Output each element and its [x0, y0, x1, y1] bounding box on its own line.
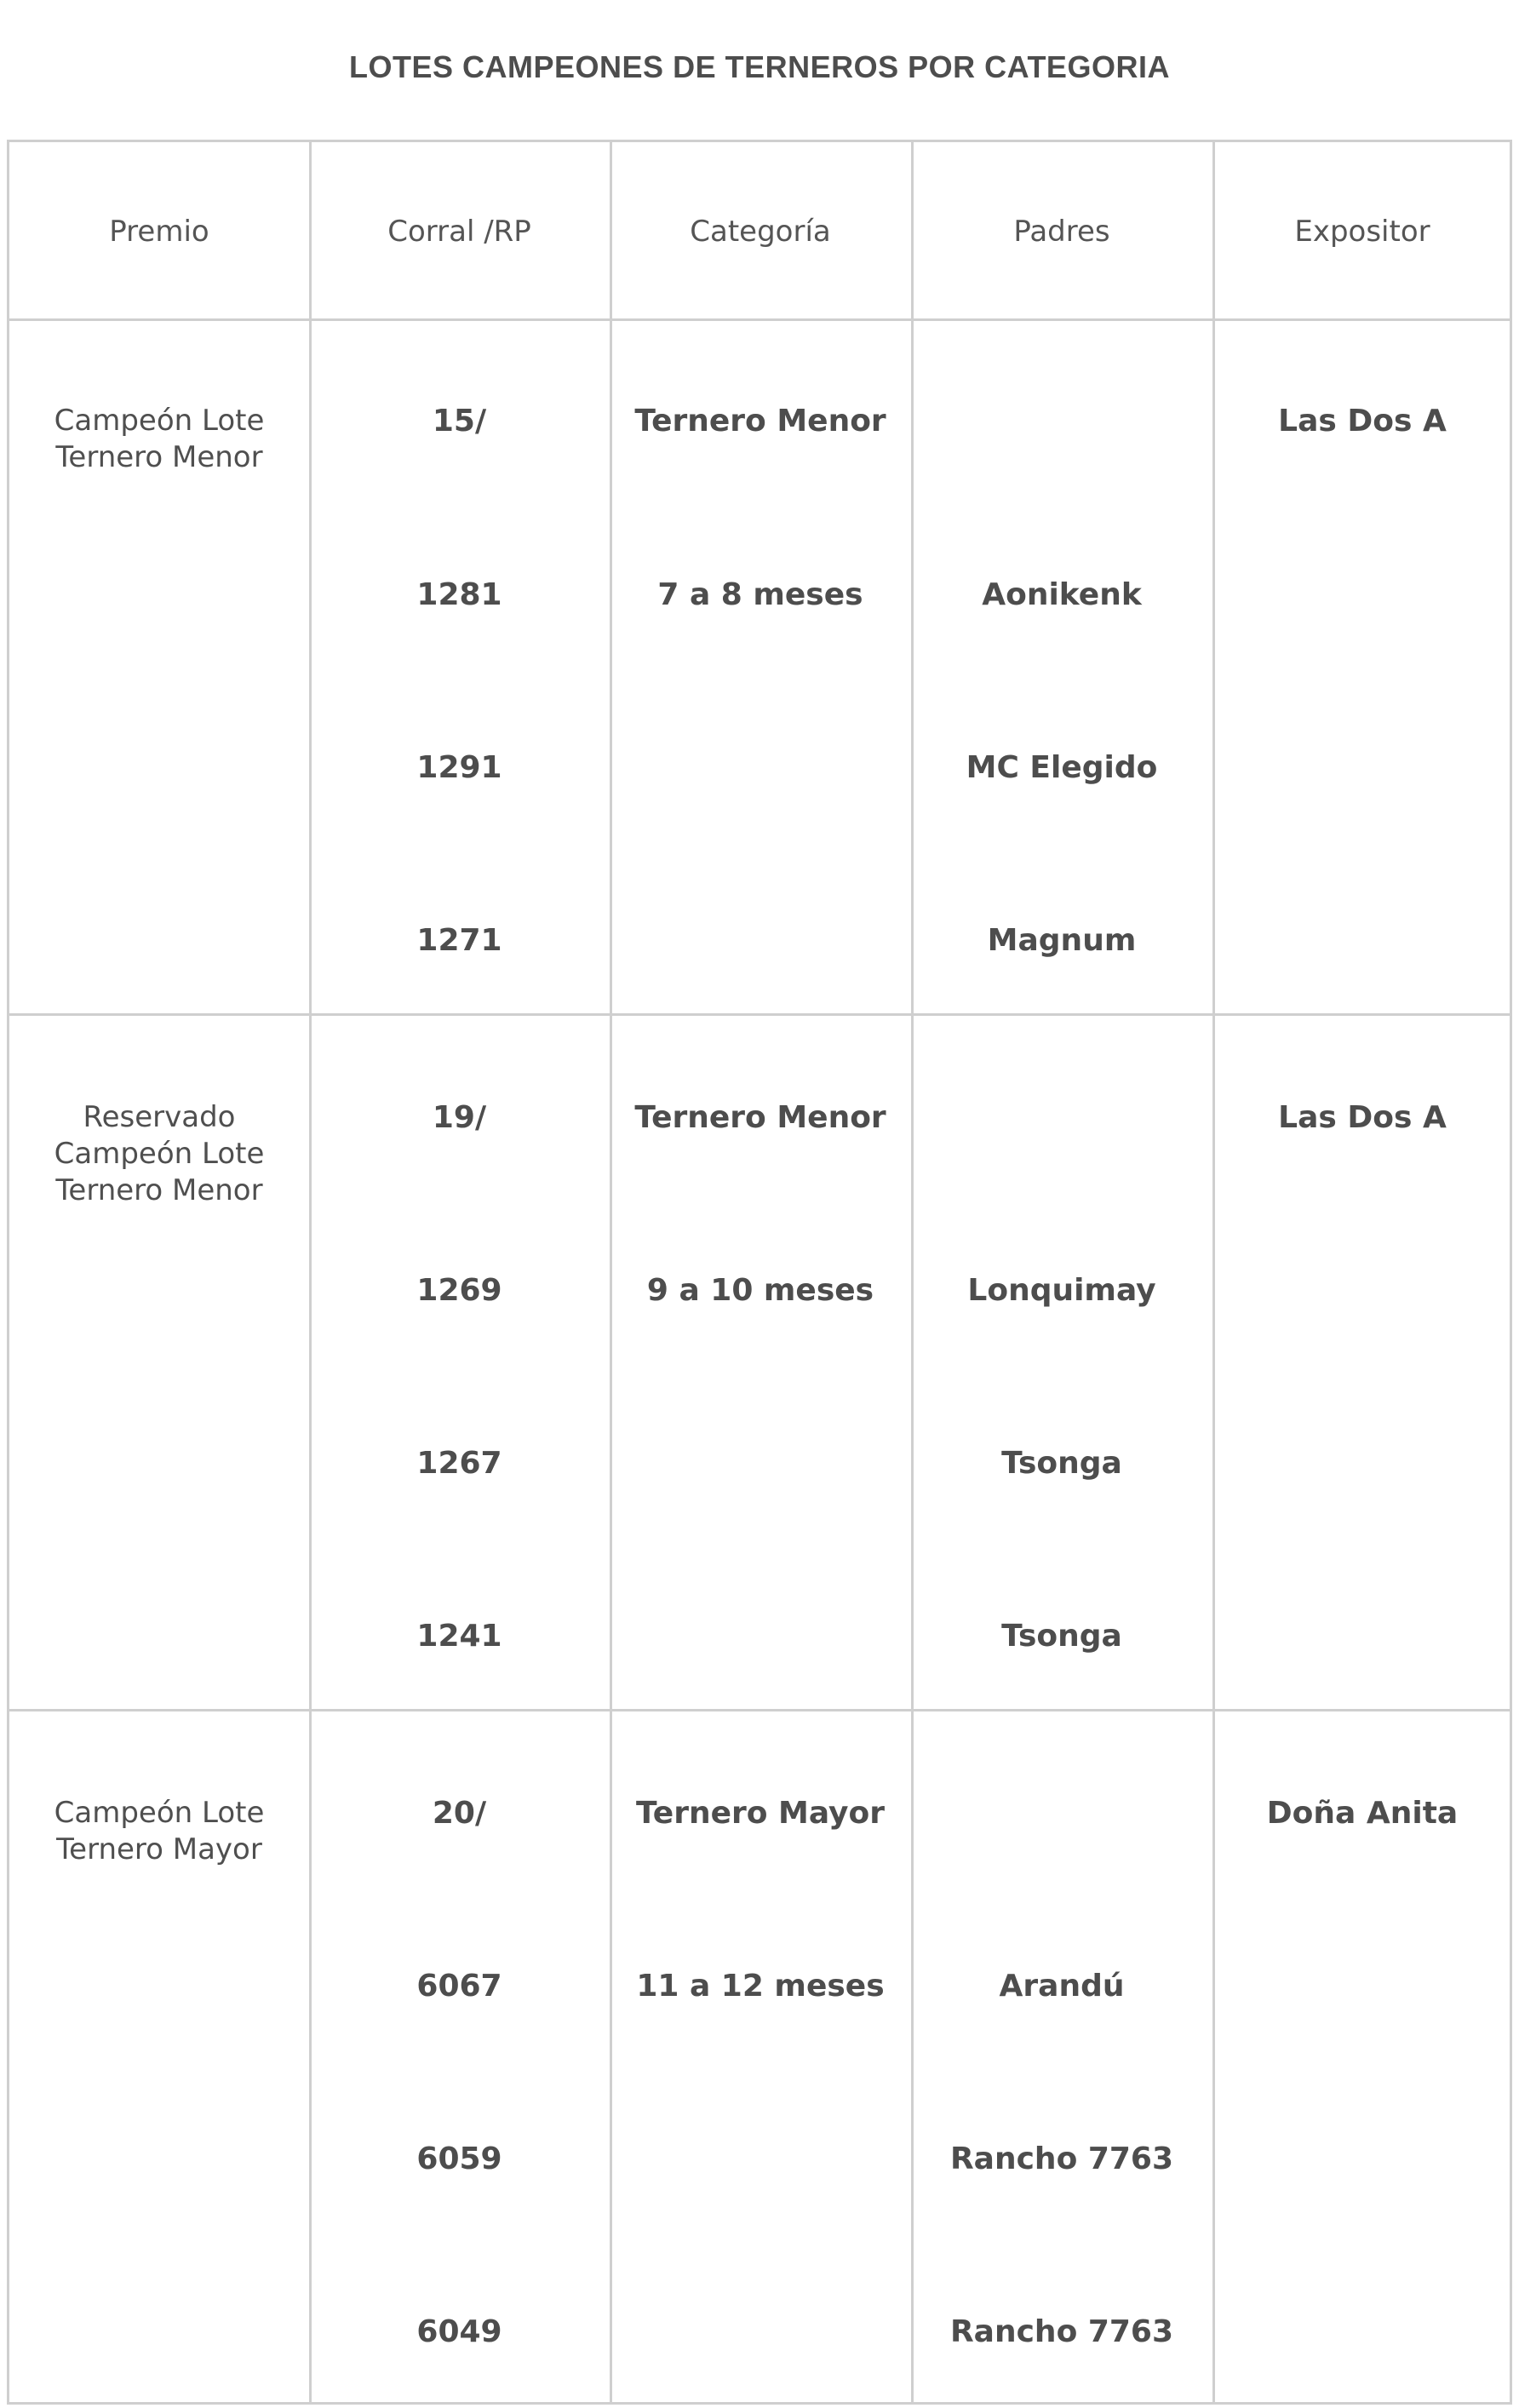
corral-rp-value: 6059: [416, 2141, 502, 2176]
row-divider: [9, 318, 1510, 321]
corral-rp-value: 19/: [432, 1100, 487, 1135]
header-corral-rp: Corral /RP: [387, 215, 531, 249]
corral-rp-value: 1271: [416, 923, 502, 958]
corral-rp-value: 15/: [432, 404, 487, 439]
premio-line: Ternero Menor: [55, 440, 263, 474]
row-divider: [9, 1013, 1510, 1016]
corral-rp-value: 1269: [416, 1273, 502, 1308]
expositor-name: Doña Anita: [1266, 1796, 1459, 1831]
premio-line: Campeón Lote: [54, 404, 265, 438]
row-divider: [9, 1709, 1510, 1711]
categoria-name: Ternero Menor: [634, 1100, 886, 1135]
expositor-name: Las Dos A: [1278, 1100, 1447, 1135]
padre-name: Magnum: [987, 923, 1137, 958]
categoria-name: Ternero Menor: [634, 404, 886, 439]
premio-line: Ternero Menor: [55, 1173, 263, 1207]
padre-name: Aonikenk: [982, 577, 1142, 612]
corral-rp-value: 1281: [416, 577, 502, 612]
page-title: LOTES CAMPEONES DE TERNEROS POR CATEGORIA: [349, 49, 1170, 84]
padre-name: MC Elegido: [966, 750, 1158, 785]
padre-name: Lonquimay: [967, 1273, 1156, 1308]
premio-line: Campeón Lote: [54, 1137, 265, 1171]
header-categoria: Categoría: [690, 215, 831, 249]
corral-rp-value: 6067: [416, 1969, 502, 2004]
padre-name: Rancho 7763: [949, 2314, 1174, 2349]
categoria-name: Ternero Mayor: [636, 1796, 885, 1831]
premio-line: Reservado: [83, 1100, 236, 1134]
expositor-name: Las Dos A: [1278, 404, 1447, 439]
padre-name: Tsonga: [1001, 1446, 1122, 1481]
premio-line: Campeón Lote: [54, 1796, 265, 1830]
corral-rp-value: 1241: [416, 1619, 502, 1654]
corral-rp-value: 1291: [416, 750, 502, 785]
header-expositor: Expositor: [1294, 215, 1430, 249]
categoria-age: 11 a 12 meses: [636, 1969, 885, 2004]
padre-name: Arandú: [999, 1969, 1125, 2004]
corral-rp-value: 20/: [432, 1796, 487, 1831]
categoria-age: 9 a 10 meses: [646, 1273, 874, 1308]
header-padres: Padres: [1013, 215, 1110, 249]
padre-name: Rancho 7763: [949, 2141, 1174, 2176]
header-premio: Premio: [109, 215, 209, 249]
column-divider: [1212, 142, 1215, 2402]
premio-line: Ternero Mayor: [56, 1832, 262, 1866]
corral-rp-value: 1267: [416, 1446, 502, 1481]
corral-rp-value: 6049: [416, 2314, 502, 2349]
categoria-age: 7 a 8 meses: [657, 577, 863, 612]
results-table: [7, 140, 1512, 2405]
padre-name: Tsonga: [1001, 1619, 1122, 1654]
